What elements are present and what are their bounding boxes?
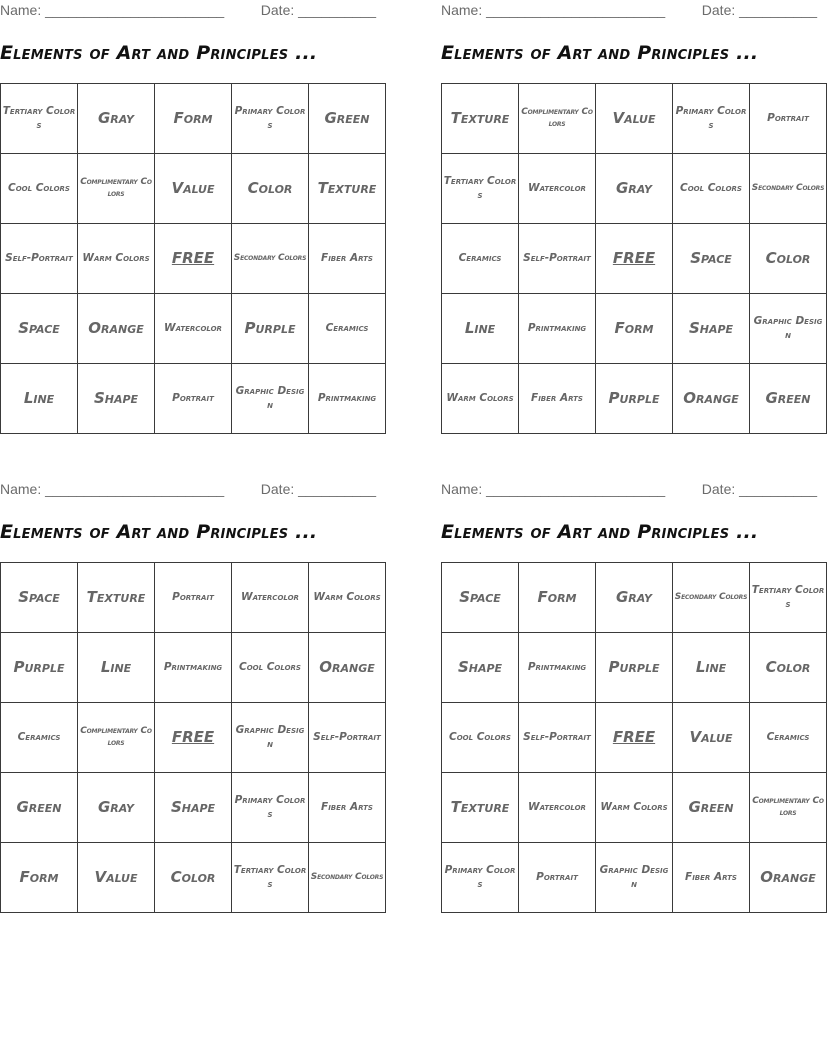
bingo-cell: Texture [442, 84, 519, 154]
bingo-cell: Form [1, 843, 78, 913]
bingo-cell: Printmaking [519, 294, 596, 364]
bingo-cell: Complimentary Colors [750, 773, 827, 843]
bingo-cell: FREE [155, 224, 232, 294]
bingo-cell: Cool Colors [1, 154, 78, 224]
bingo-cell: Graphic Design [232, 364, 309, 434]
card-title: Elements of Art and Principles ... [0, 521, 318, 543]
bingo-cell: Texture [309, 154, 386, 224]
bingo-cell: Line [673, 633, 750, 703]
bingo-cell: Cool Colors [673, 154, 750, 224]
bingo-cell: Ceramics [1, 703, 78, 773]
bingo-cell: Warm Colors [596, 773, 673, 843]
card-title: Elements of Art and Principles ... [0, 42, 318, 64]
bingo-cell: Cool Colors [442, 703, 519, 773]
bingo-cell: Complimentary Colors [519, 84, 596, 154]
bingo-cell: Orange [673, 364, 750, 434]
name-field-label: Name: _______________________ [441, 2, 666, 18]
bingo-cell: Graphic Design [232, 703, 309, 773]
bingo-cell: Purple [1, 633, 78, 703]
bingo-cell: Space [1, 294, 78, 364]
bingo-cell: Form [596, 294, 673, 364]
bingo-cell: Line [1, 364, 78, 434]
bingo-cell: Printmaking [519, 633, 596, 703]
bingo-card-3 [0, 479, 384, 919]
bingo-cell: FREE [596, 224, 673, 294]
bingo-card-4 [441, 479, 825, 919]
bingo-cell: Gray [596, 563, 673, 633]
bingo-cell: Watercolor [155, 294, 232, 364]
bingo-cell: Fiber Arts [673, 843, 750, 913]
bingo-cell: Complimentary Colors [78, 703, 155, 773]
bingo-cell: Green [309, 84, 386, 154]
bingo-cell: FREE [596, 703, 673, 773]
bingo-cell: Fiber Arts [309, 224, 386, 294]
bingo-cell: Value [78, 843, 155, 913]
bingo-card-1 [0, 0, 376, 440]
bingo-cell: Orange [309, 633, 386, 703]
bingo-grid [441, 562, 827, 913]
bingo-cell: Warm Colors [442, 364, 519, 434]
bingo-cell: Color [232, 154, 309, 224]
bingo-cell: Purple [596, 364, 673, 434]
bingo-cell: Warm Colors [309, 563, 386, 633]
bingo-cell: Gray [596, 154, 673, 224]
name-field-label: Name: _______________________ [0, 2, 225, 18]
bingo-cell: Green [673, 773, 750, 843]
bingo-cell: Secondary Colors [309, 843, 386, 913]
bingo-cell: Shape [78, 364, 155, 434]
date-field-label: Date: __________ [701, 2, 817, 18]
bingo-cell: Color [750, 633, 827, 703]
bingo-cell: Graphic Design [750, 294, 827, 364]
card-title: Elements of Art and Principles ... [441, 42, 759, 64]
bingo-cell: Graphic Design [596, 843, 673, 913]
bingo-cell: Green [1, 773, 78, 843]
bingo-cell: Self-Portrait [519, 224, 596, 294]
bingo-cell: Texture [78, 563, 155, 633]
bingo-cell: Watercolor [232, 563, 309, 633]
bingo-cell: Line [78, 633, 155, 703]
name-date-row [0, 2, 376, 20]
bingo-cell: Watercolor [519, 154, 596, 224]
bingo-card-2 [441, 0, 825, 440]
bingo-cell: Ceramics [442, 224, 519, 294]
bingo-cell: Printmaking [309, 364, 386, 434]
date-field-label: Date: __________ [260, 2, 376, 18]
bingo-cell: Texture [442, 773, 519, 843]
bingo-cell: Space [442, 563, 519, 633]
bingo-cell: Cool Colors [232, 633, 309, 703]
bingo-cell: Self-Portrait [519, 703, 596, 773]
bingo-cell: Value [596, 84, 673, 154]
bingo-cell: Self-Portrait [1, 224, 78, 294]
bingo-cell: Portrait [155, 563, 232, 633]
name-field-label: Name: _______________________ [441, 481, 666, 497]
bingo-cell: Tertiary Colors [232, 843, 309, 913]
bingo-cell: Form [155, 84, 232, 154]
name-date-row [0, 481, 376, 499]
bingo-cell: Primary Colors [442, 843, 519, 913]
bingo-cell: Ceramics [750, 703, 827, 773]
bingo-cell: Form [519, 563, 596, 633]
bingo-cell: Primary Colors [673, 84, 750, 154]
bingo-cell: Secondary Colors [232, 224, 309, 294]
bingo-cell: Space [1, 563, 78, 633]
bingo-cell: Color [750, 224, 827, 294]
bingo-cell: Color [155, 843, 232, 913]
bingo-cell: Space [673, 224, 750, 294]
bingo-cell: Portrait [155, 364, 232, 434]
bingo-cell: Shape [442, 633, 519, 703]
bingo-cell: Secondary Colors [673, 563, 750, 633]
bingo-cell: Portrait [519, 843, 596, 913]
date-field-label: Date: __________ [701, 481, 817, 497]
name-field-label: Name: _______________________ [0, 481, 225, 497]
name-date-row [441, 2, 817, 20]
bingo-cell: Shape [673, 294, 750, 364]
bingo-cell: Value [673, 703, 750, 773]
bingo-cell: Purple [596, 633, 673, 703]
bingo-cell: Primary Colors [232, 773, 309, 843]
bingo-cell: Orange [750, 843, 827, 913]
bingo-cell: Warm Colors [78, 224, 155, 294]
bingo-grid [0, 562, 386, 913]
bingo-cell: Primary Colors [232, 84, 309, 154]
bingo-grid [0, 83, 386, 434]
card-title: Elements of Art and Principles ... [441, 521, 759, 543]
bingo-cell: Fiber Arts [309, 773, 386, 843]
name-date-row [441, 481, 817, 499]
bingo-cell: Gray [78, 773, 155, 843]
bingo-cell: Purple [232, 294, 309, 364]
bingo-cell: Secondary Colors [750, 154, 827, 224]
bingo-cell: Gray [78, 84, 155, 154]
bingo-cell: Printmaking [155, 633, 232, 703]
bingo-grid [441, 83, 827, 434]
bingo-cell: Ceramics [309, 294, 386, 364]
bingo-cell: Watercolor [519, 773, 596, 843]
bingo-cell: Tertiary Colors [750, 563, 827, 633]
bingo-cell: Self-Portrait [309, 703, 386, 773]
bingo-cell: Complimentary Colors [78, 154, 155, 224]
bingo-cell: Value [155, 154, 232, 224]
bingo-cell: Portrait [750, 84, 827, 154]
bingo-cell: FREE [155, 703, 232, 773]
bingo-cell: Green [750, 364, 827, 434]
bingo-cell: Orange [78, 294, 155, 364]
bingo-cell: Tertiary Colors [1, 84, 78, 154]
bingo-cell: Line [442, 294, 519, 364]
bingo-cell: Fiber Arts [519, 364, 596, 434]
date-field-label: Date: __________ [260, 481, 376, 497]
bingo-cell: Shape [155, 773, 232, 843]
bingo-cell: Tertiary Colors [442, 154, 519, 224]
